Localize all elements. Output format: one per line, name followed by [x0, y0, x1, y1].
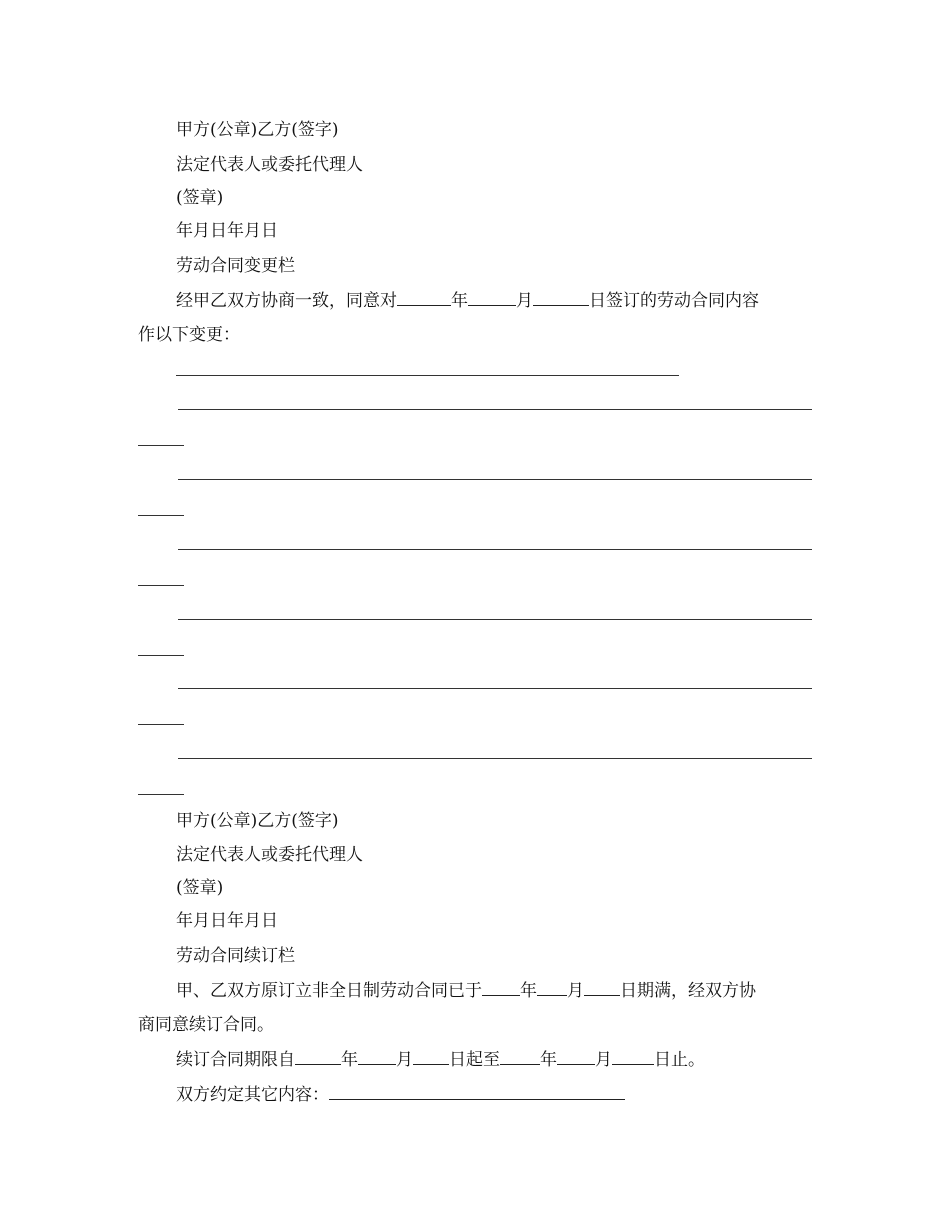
day-blank: [533, 290, 589, 306]
change-blank-line-tail: [138, 724, 184, 725]
year-blank: [482, 980, 520, 996]
other-content-label: 双方约定其它内容：: [176, 1085, 329, 1105]
change-blank-line: [178, 619, 812, 620]
renew-term-from: 日起至: [449, 1050, 500, 1070]
change-blank-line-tail: [138, 445, 184, 446]
year-label: 年: [520, 981, 537, 1001]
change-blank-line-tail: [138, 585, 184, 586]
date-line: 年月日年月日: [176, 221, 278, 241]
year-blank: [397, 290, 451, 306]
change-blank-line: [176, 375, 679, 376]
change-blank-line: [178, 758, 812, 759]
renew-p1-text: 甲、乙双方原订立非全日制劳动合同已于: [176, 981, 482, 1001]
year-label: 年: [451, 291, 468, 311]
other-content-line: [176, 1084, 856, 1105]
month-label: 月: [567, 981, 584, 1001]
month-blank: [537, 980, 567, 996]
change-section-title: 劳动合同变更栏: [176, 256, 295, 276]
change-blank-line-tail: [138, 515, 184, 516]
month-blank: [358, 1049, 396, 1065]
renew-section-title: 劳动合同续订栏: [176, 946, 295, 966]
renew-p1-rest: 日期满，经双方协: [620, 981, 756, 1001]
representative-line: 法定代表人或委托代理人: [176, 155, 363, 175]
representative-line: 法定代表人或委托代理人: [176, 845, 363, 865]
month-label: 月: [396, 1050, 413, 1070]
change-blank-line-tail: [138, 655, 184, 656]
change-blank-line: [178, 549, 812, 550]
seal-line: (签章): [176, 188, 224, 208]
parties-line: 甲方(公章)乙方(签字): [176, 120, 339, 140]
change-blank-line: [178, 409, 812, 410]
parties-line: 甲方(公章)乙方(签字): [176, 811, 339, 831]
change-intro-line: [176, 290, 856, 311]
change-intro-continuation: 作以下变更：: [138, 325, 240, 345]
change-intro-rest: 日签订的劳动合同内容: [589, 291, 759, 311]
other-content-blank: [329, 1084, 625, 1100]
month-label: 月: [595, 1050, 612, 1070]
year-label: 年: [540, 1050, 557, 1070]
year-label: 年: [341, 1050, 358, 1070]
renew-term-end: 日止。: [654, 1050, 705, 1070]
day-blank: [584, 980, 620, 996]
day-blank: [612, 1049, 654, 1065]
change-blank-line-tail: [138, 794, 184, 795]
month-blank: [557, 1049, 595, 1065]
year-blank: [295, 1049, 341, 1065]
renew-paragraph-1-continuation: 商同意续订合同。: [138, 1015, 274, 1035]
renew-paragraph-1: [176, 980, 856, 1001]
month-blank: [468, 290, 516, 306]
month-label: 月: [516, 291, 533, 311]
change-intro-text: 经甲乙双方协商一致，同意对: [176, 291, 397, 311]
seal-line: (签章): [176, 878, 224, 898]
renew-term-line: [176, 1049, 856, 1070]
renew-term-text: 续订合同期限自: [176, 1050, 295, 1070]
date-line: 年月日年月日: [176, 911, 278, 931]
change-blank-line: [178, 479, 812, 480]
day-blank: [413, 1049, 449, 1065]
year-blank: [500, 1049, 540, 1065]
change-blank-line: [178, 688, 812, 689]
